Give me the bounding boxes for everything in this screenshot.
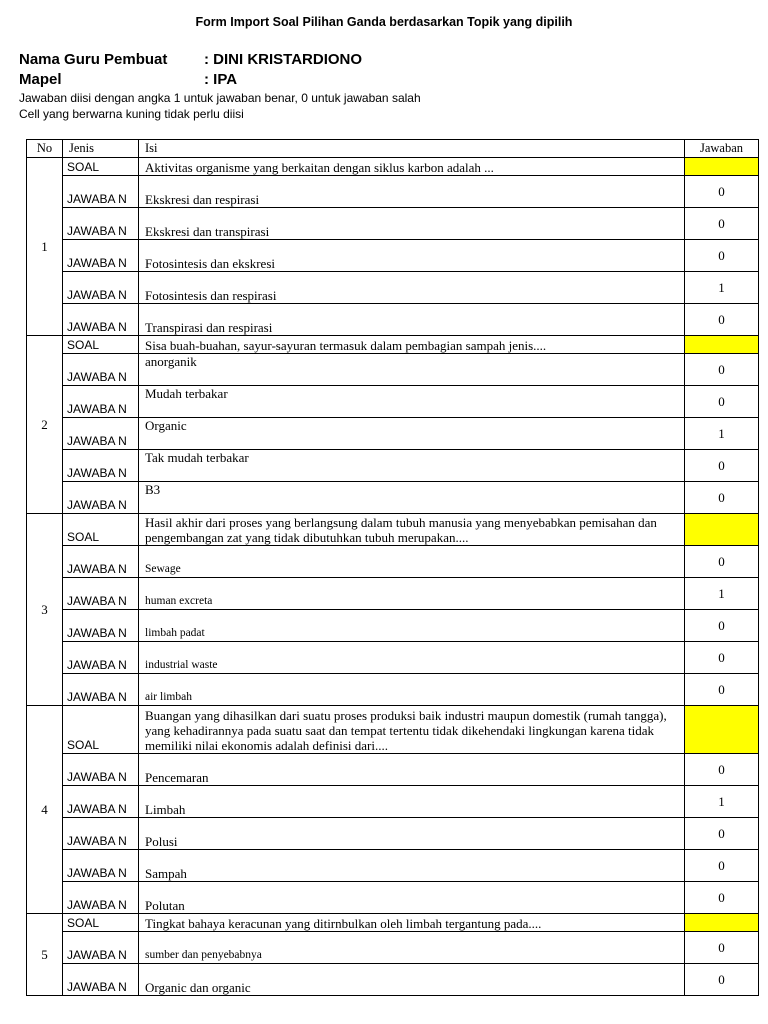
answer-row — [27, 240, 759, 272]
answer-row — [27, 354, 759, 386]
question-row — [27, 514, 759, 546]
type-cell-jawaban: JAWABA N — [63, 818, 139, 850]
type-cell-jawaban: JAWABA N — [63, 674, 139, 706]
type-cell-jawaban: JAWABA N — [63, 450, 139, 482]
question-row — [27, 706, 759, 754]
instruction-note-2: Cell yang berwarna kuning tidak perlu diisi — [19, 107, 244, 121]
question-text[interactable]: Sisa buah-buahan, sayur-sayuran termasuk dalam pembagian sampah jenis.... — [139, 336, 685, 354]
answer-option-text[interactable]: Ekskresi dan transpirasi — [139, 208, 685, 240]
answer-cell-disabled — [685, 514, 759, 546]
answer-value-cell[interactable]: 0 — [685, 546, 759, 578]
col-header-jawaban: Jawaban — [685, 140, 759, 158]
type-cell-jawaban: JAWABA N — [63, 240, 139, 272]
answer-option-text[interactable]: Sampah — [139, 850, 685, 882]
question-number: 1 — [27, 158, 63, 336]
answer-cell-disabled — [685, 336, 759, 354]
question-number: 4 — [27, 706, 63, 914]
answer-row — [27, 754, 759, 786]
answer-cell-disabled — [685, 706, 759, 754]
answer-option-text[interactable]: Polutan — [139, 882, 685, 914]
answer-row — [27, 818, 759, 850]
answer-cell-disabled — [685, 914, 759, 932]
answer-value-cell[interactable]: 0 — [685, 882, 759, 914]
type-cell-jawaban: JAWABA N — [63, 386, 139, 418]
answer-value-cell[interactable]: 1 — [685, 786, 759, 818]
subject-label: Mapel — [19, 71, 62, 88]
type-cell-jawaban: JAWABA N — [63, 546, 139, 578]
type-cell-jawaban: JAWABA N — [63, 786, 139, 818]
answer-option-text[interactable]: Fotosintesis dan respirasi — [139, 272, 685, 304]
type-cell-jawaban: JAWABA N — [63, 882, 139, 914]
type-cell-jawaban: JAWABA N — [63, 932, 139, 964]
type-cell-jawaban: JAWABA N — [63, 304, 139, 336]
answer-value-cell[interactable]: 0 — [685, 304, 759, 336]
answer-option-text[interactable]: Tak mudah terbakar — [139, 450, 685, 482]
type-cell-jawaban: JAWABA N — [63, 418, 139, 450]
answer-value-cell[interactable]: 0 — [685, 850, 759, 882]
answer-value-cell[interactable]: 0 — [685, 818, 759, 850]
answer-row — [27, 176, 759, 208]
answer-option-text[interactable]: Organic — [139, 418, 685, 450]
answer-row — [27, 546, 759, 578]
answer-option-text[interactable]: Ekskresi dan respirasi — [139, 176, 685, 208]
answer-value-cell[interactable]: 0 — [685, 386, 759, 418]
answer-row — [27, 674, 759, 706]
answer-option-text[interactable]: Fotosintesis dan ekskresi — [139, 240, 685, 272]
table-header-row — [27, 140, 759, 158]
type-cell-jawaban: JAWABA N — [63, 272, 139, 304]
answer-row — [27, 786, 759, 818]
instruction-note-1: Jawaban diisi dengan angka 1 untuk jawaban benar, 0 untuk jawaban salah — [19, 91, 421, 105]
answer-option-text[interactable]: Sewage — [139, 546, 685, 578]
answer-value-cell[interactable]: 0 — [685, 176, 759, 208]
answer-option-text[interactable]: Transpirasi dan respirasi — [139, 304, 685, 336]
answer-value-cell[interactable]: 0 — [685, 240, 759, 272]
answer-row — [27, 964, 759, 996]
answer-row — [27, 272, 759, 304]
question-number: 2 — [27, 336, 63, 514]
question-text[interactable]: Hasil akhir dari proses yang berlangsung dalam tubuh manusia yang menyebabkan pemisahan dan pengembangan zat yang tidak dibutuhkan tubuh merupakan.... — [139, 514, 685, 546]
teacher-name-value: : DINI KRISTARDIONO — [204, 51, 363, 68]
type-cell-jawaban: JAWABA N — [63, 642, 139, 674]
answer-row — [27, 482, 759, 514]
question-number: 3 — [27, 514, 63, 706]
form-title: Form Import Soal Pilihan Ganda berdasarkan Topik yang dipilih — [195, 15, 573, 29]
answer-option-text[interactable]: industrial waste — [139, 642, 685, 674]
type-cell-soal: SOAL — [63, 158, 139, 176]
answer-value-cell[interactable]: 1 — [685, 578, 759, 610]
type-cell-jawaban: JAWABA N — [63, 754, 139, 786]
type-cell-soal: SOAL — [63, 514, 139, 546]
teacher-name-label: Nama Guru Pembuat — [19, 51, 168, 68]
col-header-jenis: Jenis — [63, 140, 139, 158]
question-number: 5 — [27, 914, 63, 996]
question-text[interactable]: Tingkat bahaya keracunan yang ditirnbulkan oleh limbah tergantung pada.... — [139, 914, 685, 932]
answer-row — [27, 610, 759, 642]
answer-row — [27, 386, 759, 418]
answer-value-cell[interactable]: 0 — [685, 450, 759, 482]
col-header-isi: Isi — [139, 140, 685, 158]
answer-row — [27, 882, 759, 914]
answer-value-cell[interactable]: 0 — [685, 642, 759, 674]
question-table — [26, 139, 759, 996]
teacher-name-row — [19, 51, 362, 68]
answer-row — [27, 578, 759, 610]
answer-row — [27, 850, 759, 882]
subject-row — [19, 71, 237, 88]
answer-option-text[interactable]: sumber dan penyebabnya — [139, 932, 685, 964]
answer-option-text[interactable]: Organic dan organic — [139, 964, 685, 996]
table-body — [27, 158, 759, 996]
question-text[interactable]: Buangan yang dihasilkan dari suatu proses produksi baik industri maupun domestik (rumah tangga), yang kehadirannya pada suatu saat dan tempat tertentu tidak dikehendaki lingkungan karena tidak memiliki nilai ekonomis adalah definisi dari.... — [139, 706, 685, 754]
type-cell-soal: SOAL — [63, 914, 139, 932]
answer-option-text[interactable]: Polusi — [139, 818, 685, 850]
answer-row — [27, 208, 759, 240]
answer-option-text[interactable]: limbah padat — [139, 610, 685, 642]
question-text[interactable]: Aktivitas organisme yang berkaitan dengan siklus karbon adalah ... — [139, 158, 685, 176]
answer-option-text[interactable]: anorganik — [139, 354, 685, 386]
answer-value-cell[interactable]: 0 — [685, 964, 759, 996]
answer-option-text[interactable]: air limbah — [139, 674, 685, 706]
type-cell-soal: SOAL — [63, 336, 139, 354]
answer-option-text[interactable]: Limbah — [139, 786, 685, 818]
type-cell-jawaban: JAWABA N — [63, 964, 139, 996]
answer-value-cell[interactable]: 1 — [685, 418, 759, 450]
type-cell-jawaban: JAWABA N — [63, 482, 139, 514]
answer-row — [27, 450, 759, 482]
answer-row — [27, 932, 759, 964]
answer-value-cell[interactable]: 0 — [685, 610, 759, 642]
type-cell-soal: SOAL — [63, 706, 139, 754]
type-cell-jawaban: JAWABA N — [63, 176, 139, 208]
answer-row — [27, 304, 759, 336]
answer-value-cell[interactable]: 0 — [685, 674, 759, 706]
answer-cell-disabled — [685, 158, 759, 176]
subject-value: : IPA — [204, 71, 238, 88]
answer-option-text[interactable]: Mudah terbakar — [139, 386, 685, 418]
answer-value-cell[interactable]: 1 — [685, 272, 759, 304]
col-header-no: No — [27, 140, 63, 158]
answer-option-text[interactable]: human excreta — [139, 578, 685, 610]
answer-value-cell[interactable]: 0 — [685, 754, 759, 786]
type-cell-jawaban: JAWABA N — [63, 578, 139, 610]
type-cell-jawaban: JAWABA N — [63, 354, 139, 386]
type-cell-jawaban: JAWABA N — [63, 208, 139, 240]
type-cell-jawaban: JAWABA N — [63, 610, 139, 642]
question-row — [27, 914, 759, 932]
type-cell-jawaban: JAWABA N — [63, 850, 139, 882]
question-row — [27, 336, 759, 354]
answer-option-text[interactable]: Pencemaran — [139, 754, 685, 786]
answer-row — [27, 418, 759, 450]
answer-row — [27, 642, 759, 674]
answer-value-cell[interactable]: 0 — [685, 932, 759, 964]
answer-value-cell[interactable]: 0 — [685, 482, 759, 514]
question-row — [27, 158, 759, 176]
answer-value-cell[interactable]: 0 — [685, 354, 759, 386]
answer-option-text[interactable]: B3 — [139, 482, 685, 514]
answer-value-cell[interactable]: 0 — [685, 208, 759, 240]
